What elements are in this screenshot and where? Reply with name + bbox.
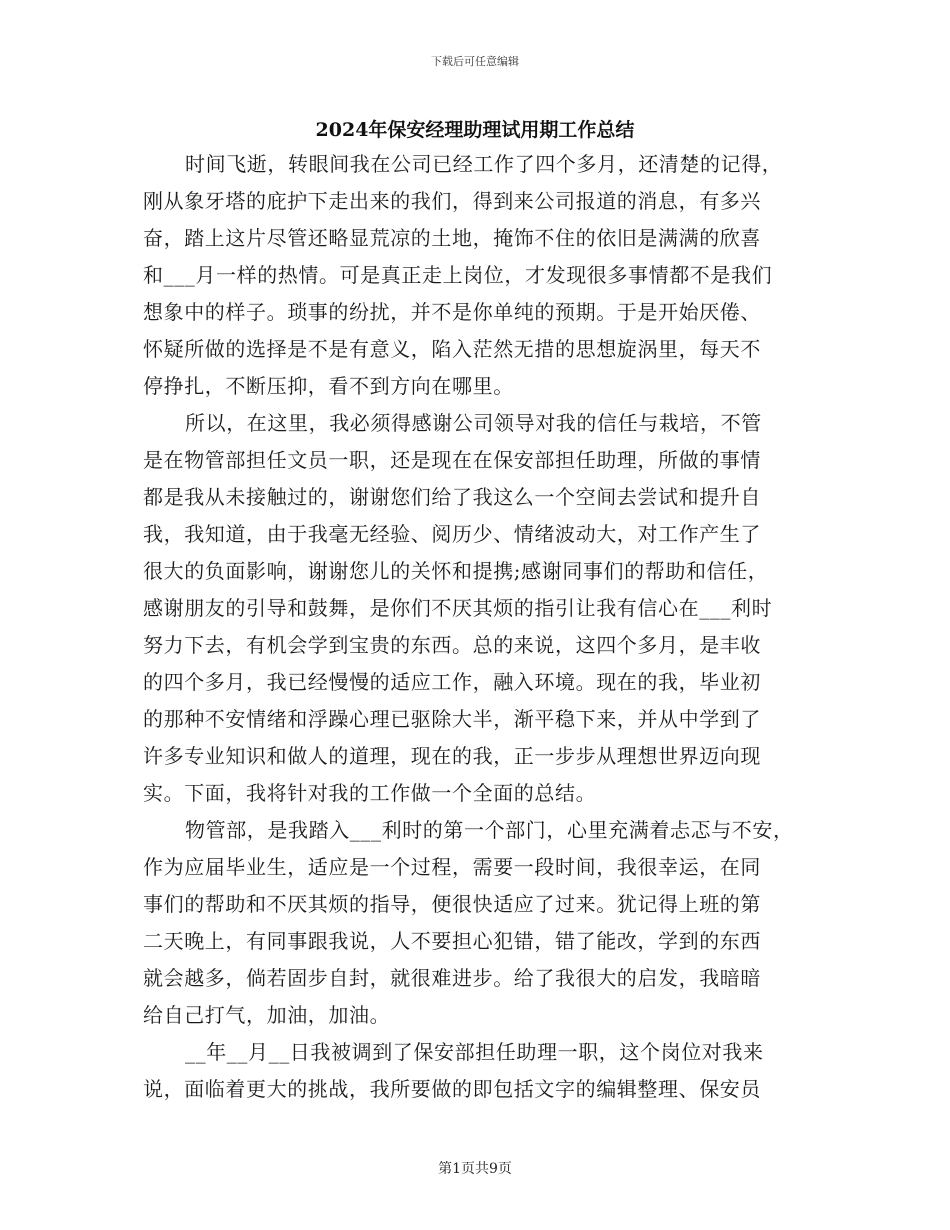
paragraph-3-line-2: 作为应届毕业生，适应是一个过程，需要一段时间，我很幸运，在同 [143,855,761,879]
document-body [143,146,805,1108]
header-note: 下载后可任意编辑 [431,55,519,68]
paragraph-2-line-5: 很大的负面影响，谢谢您儿的关怀和提携;感谢同事们的帮助和信任， [143,559,769,583]
paragraph-1-line-5: 想象中的样子。琐事的纷扰，并不是你单纯的预期。于是开始厌倦、 [143,300,761,324]
paragraph-1-line-7: 停挣扎，不断压抑，看不到方向在哪里。 [143,374,514,398]
paragraph-1-line-2: 刚从象牙塔的庇护下走出来的我们，得到来公司报道的消息，有多兴 [143,189,761,213]
paragraph-2-line-7: 努力下去，有机会学到宝贵的东西。总的来说，这四个多月，是丰收 [143,633,761,657]
paragraph-2-line-3: 都是我从未接触过的，谢谢您们给了我这么一个空间去尝试和提升自 [143,485,761,509]
paragraph-2-line-8: 的四个多月，我已经慢慢的适应工作，融入环境。现在的我，毕业初 [143,670,761,694]
paragraph-4-line-1: __年__月__日我被调到了保安部担任助理一职，这个岗位对我来 [185,1040,764,1064]
paragraph-1-line-4: 和___月一样的热情。可是真正走上岗位，才发现很多事情都不是我们 [143,263,773,287]
paragraph-3-line-5: 就会越多，倘若固步自封，就很难进步。给了我很大的启发，我暗暗 [143,966,761,990]
paragraph-4-line-2: 说，面临着更大的挑战，我所要做的即包括文字的编辑整理、保安员 [143,1077,761,1101]
paragraph-2-line-2: 是在物管部担任文员一职，还是现在在保安部担任助理，所做的事情 [143,448,761,472]
paragraph-2-line-6: 感谢朋友的引导和鼓舞，是你们不厌其烦的指引让我有信心在___利时 [143,596,773,620]
document-title: 2024年保安经理助理试用期工作总结 [315,119,635,141]
paragraph-2-line-11: 实。下面，我将针对我的工作做一个全面的总结。 [143,781,597,805]
paragraph-1-line-6: 怀疑所做的选择是不是有意义，陷入茫然无措的思想旋涡里，每天不 [143,337,761,361]
paragraph-2-line-10: 许多专业知识和做人的道理，现在的我，正一步步从理想世界迈向现 [143,744,761,768]
paragraph-2-line-1: 所以，在这里，我必须得感谢公司领导对我的信任与栽培，不管 [185,411,762,435]
paragraph-3-line-3: 事们的帮助和不厌其烦的指导，便很快适应了过来。犹记得上班的第 [143,892,761,916]
paragraph-3-line-6: 给自己打气，加油，加油。 [143,1003,391,1027]
paragraph-1-line-1: 时间飞逝，转眼间我在公司已经工作了四个多月，还清楚的记得， [185,152,783,176]
paragraph-1-line-3: 奋，踏上这片尽管还略显荒凉的土地，掩饰不住的依旧是满满的欣喜 [143,226,761,250]
paragraph-2-line-9: 的那种不安情绪和浮躁心理已驱除大半，渐平稳下来，并从中学到了 [143,707,761,731]
paragraph-2-line-4: 我，我知道，由于我毫无经验、阅历少、情绪波动大，对工作产生了 [143,522,761,546]
paragraph-3-line-4: 二天晚上，有同事跟我说，人不要担心犯错，错了能改，学到的东西 [143,929,761,953]
page-number: 第1页共9页 [438,1161,512,1177]
paragraph-3-line-1: 物管部，是我踏入___利时的第一个部门，心里充满着忐忑与不安， [185,818,794,842]
